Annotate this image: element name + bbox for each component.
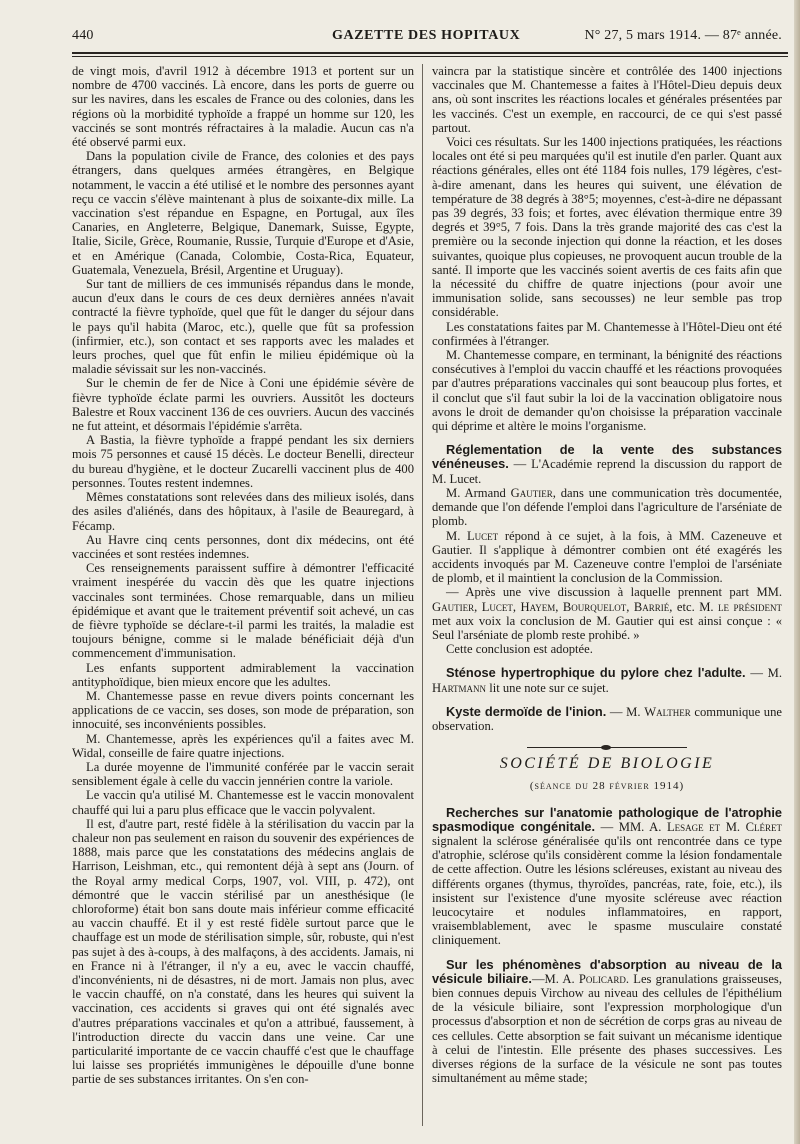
paragraph: vaincra par la statistique sincère et contrôlée des 1400 injections vaccinales que M. Chantemesse a faites à l'Hôtel-Dieu depuis deux ans, où sont inscrites les réactions locales et générales présentées par les vaccinés. C'est un exemple, en raccourci, de ce qui s'est passé partout. [432, 64, 782, 135]
journal-title: GAZETTE DES HOPITAUX [332, 28, 521, 43]
section-heading: Sténose hypertrophique du pylore chez l'adulte. [446, 665, 746, 681]
society-heading: SOCIÉTÉ DE BIOLOGIE [499, 755, 715, 773]
ornament-divider [527, 745, 687, 751]
paragraph: — Après une vive discussion à laquelle prennent part MM. Gautier, Lucet, Hayem, Bourquelot, Barrié, etc. M. le président met aux voix la conclusion de M. Gautier qui est ainsi conçue : « Seul l'arséniate de plomb reste prohibé. » [432, 585, 782, 642]
paragraph: M. Armand Gautier, dans une communication très documentée, demande que l'on défende l'emploi dans l'agriculture de l'arséniate de plomb. [432, 485, 782, 529]
paragraph: Mêmes constatations sont relevées dans des milieux isolés, dans des asiles d'aliénés, dans des hôpitaux, à l'asile de Beauregard, à Fécamp. [72, 490, 414, 533]
paragraph: Sur tant de milliers de ces immunisés répandus dans le monde, aucun d'eux dans le cours de ces deux dernières années n'avait contracté la fièvre typhoïde, quel que fût le danger du séjour dans le pays qu'il habita (Maroc, etc.), quelle que fût sa profession (infirmier, etc.), son contact et ses rapports avec les malades et leurs proches, quel que fût enfin le milieu épidémique où la maladie sévissait sur les non-vaccinés. [72, 277, 414, 377]
section-reglementation: Réglementation de la vente des substances vénéneuses. — L'Académie reprend la discussion du rapport de M. Lucet. [432, 442, 782, 486]
section-atrophie: Recherches sur l'anatomie pathologique de l'atrophie spasmodique congénitale. — MM. A. Lesage et M. Cléret signalent la sclérose généralisée qu'ils ont rencontrée dans ce type d'atrophie, sclérose qu'ils considèrent comme la lésion fondamentale de cette affection. Outre les lésions scléreuses, existant au niveau des différents organes (thymus, thyroïdes, pancréas, rate, foie, etc.), ils insistent sur l'existence d'une myosite scléreuse avec réaction leucocytaire et nodules inflammatoires, en rapport, vraisemblablement, avec le spasme musculaire constaté cliniquement. [432, 804, 782, 948]
section-vesicule: Sur les phénomènes d'absorption au niveau de la vésicule biliaire.—M. A. Policard. Les granulations graisseuses, bien connues depuis Virchow au niveau des cellules de l'épithélium de la vésicule biliaire, sont l'expression morphologique d'un processus d'absorption et non de sécrétion de corps gras au niveau de ces cellules. Cette absorption se fait suivant un mécanisme identique à celui de l'intestin. Elle présente des phases successives. Les diverses régions de la surface de la vésicule ne sont pas toutes simultanément au même stade; [432, 956, 782, 1086]
author-name: Lucet [466, 528, 499, 543]
paragraph: La durée moyenne de l'immunité conférée par le vaccin serait sensiblement égale à celle du vaccin jennérien contre la variole. [72, 759, 414, 789]
paragraph: M. Lucet répond à ce sujet, à la fois, à MM. Cazeneuve et Gautier. Il s'applique à démontrer combien ont été exagérés les accidents invoqués par M. Cazeneuve contre l'emploi de l'arséniate de plomb, et il maintient la conclusion de la Commission. [432, 528, 782, 586]
left-column [72, 64, 414, 1087]
paragraph: M. Chantemesse passe en revue divers points concernant les applications de ce vaccin, ses doses, son mode de préparation, son innocuité, ses inconvénients possibles. [72, 688, 414, 732]
column-divider [422, 64, 423, 1126]
issue-info: N° 27, 5 mars 1914. — 87ᵉ année. [584, 28, 782, 43]
paragraph: de vingt mois, d'avril 1912 à décembre 1913 et portent sur un nombre de 4700 vaccinés. Là encore, dans les ports de guerre ou sur les navires, dans les escales de France ou des colonies, dans les régions où la morbidité typhoïde a frappé un homme sur 120, les vaccinés se sont montrés réfractaires à la maladie. Aucun cas n'a été observé parmi eux. [72, 64, 414, 150]
author-names: Lesage et M. Cléret [666, 819, 782, 834]
paragraph: M. Chantemesse, après les expériences qu'il a faites avec M. Widal, conseille de faire quatre injections. [72, 731, 414, 760]
paragraph: Le vaccin qu'a utilisé M. Chantemesse est le vaccin monovalent chauffé qui lui a paru plus efficace que le vaccin polyvalent. [72, 788, 414, 817]
running-header [72, 28, 788, 50]
author-name: Walther [644, 704, 691, 719]
author-names: Gautier, Lucet, Hayem, Bourquelot, Barrié [432, 599, 670, 614]
header-rule-thin [72, 56, 788, 57]
section-stenose: Sténose hypertrophique du pylore chez l'adulte. — M. Hartmann lit une note sur ce sujet. [432, 665, 782, 695]
page-number: 440 [72, 28, 94, 43]
section-heading: Réglementation de la vente des substances vénéneuses. [432, 442, 782, 472]
paragraph: Ces renseignements paraissent suffire à démontrer l'efficacité vraiment inespérée du vaccin dès que les quatre injections vaccinales sont terminées. Chose remarquable, dans un milieu épidémique et avant que le traitement préventif soit achevé, un cas de fièvre typhoïde se déclare-t-il parmi les traités, la maladie est toujours bénigne, comme si le malade bénéficiait déjà d'un commencement d'immunisation. [72, 561, 414, 661]
paragraph: Dans la population civile de France, des colonies et des pays étrangers, dans quelques armées étrangères, en Belgique notamment, le vaccin a été utilisé et le nombre des personnes ayant reçu ce vaccin s'élève maintenant à plus de soixante-dix mille. La vaccination s'est répandue en Espagne, en Portugal, aux îles Canaries, en Angleterre, Belgique, Danemark, Suisse, Egypte, Italie, Sicile, Grèce, Roumanie, Russie, Turquie d'Europe et d'Asie, et en Amérique (Canada, Colombie, Costa-Rica, Equateur, Guatemala, Venezuela, Brésil, Argentine et Uruguay). [72, 149, 414, 277]
paragraph: A Bastia, la fièvre typhoïde a frappé pendant les six derniers mois 75 personnes et causé 15 décès. Le docteur Benelli, directeur du bureau d'hygiène, et le docteur Zucarelli vaccinent plus de 400 personnes. Toutes restent indemnes. [72, 433, 414, 490]
right-column [432, 64, 782, 1085]
paragraph: Il est, d'autre part, resté fidèle à la stérilisation du vaccin par la chaleur non pas seulement en raison du souvenir des expériences de 1888, mais parce que les constatations des médecins anglais de Harrison, Leishman, etc., qui remontent déjà à sept ans (Journ. of the Royal army medical Corps, 1907, vol. VIII, p. 472), ont démontré que le vaccin stérilisé par un anesthésique (le chloroforme) était bon sans doute mais inférieur comme efficacité au vaccin chauffé. Et il y est resté fidèle surtout parce que le chauffage est un mode de stérilisation simple, sûr, robuste, qui n'est pas sujet à des à-coups, à des malfaçons, à des accidents. Jamais, ni en France ni à l'étranger, il n'y a eu, avec le vaccin chauffé, d'inconvénients, ni de désastres, ni de mort. Jamais non plus, avec le vaccin chauffé, on n'a constaté, dans les heures qui suivent la vaccination, ces accidents si graves qui ont été signalés avec d'autres préparations vaccinales et qu'on a attribué, faussement, à l'introduction directe du vaccin dans une veine. Car une particularité importante de ce vaccin chauffé c'est que le chauffage lui laisse ses propriétés immunigènes le dépouille d'une bonne partie de ses substances irritantes. On s'en con- [72, 816, 415, 1087]
author-name: Policard [578, 971, 626, 986]
author-name: Hartmann [432, 680, 487, 695]
author-name: Gautier [510, 485, 553, 500]
section-heading: Sur les phénomènes d'absorption au niveau de la vésicule biliaire. [432, 956, 782, 986]
section-heading: Recherches sur l'anatomie pathologique de l'atrophie spasmodique congénitale. [432, 804, 782, 834]
page-edge [794, 0, 800, 1144]
header-rule [72, 52, 788, 54]
session-date: (séance du 28 février 1914) [529, 780, 685, 793]
paragraph: Les enfants supportent admirablement la vaccination antityphoïdique, bien mieux encore que les adultes. [72, 660, 414, 689]
paragraph: M. Chantemesse compare, en terminant, la bénignité des réactions consécutives à l'emploi du vaccin chauffé et les réactions provoquées par d'autres préparations vaccinales qui sont beaucoup plus fortes, et il conclut que s'il faut subir la loi de la vaccination obligatoire nous avons le droit de demander qu'on choisisse la préparation vaccinale qui déprime et altère le moins l'organisme. [432, 348, 782, 434]
section-kyste: Kyste dermoïde de l'inion. — M. Walther communique une observation. [432, 703, 782, 733]
paragraph: Sur le chemin de fer de Nice à Coni une épidémie sévère de fièvre typhoïde éclate parmi les ouvriers. Aussitôt les docteurs Balestre et Roux vaccinent 136 de ces ouvriers. Aucun des vaccinés ne fut atteint, et désormais l'épidémie s'arrêta. [72, 376, 414, 434]
paragraph: Voici ces résultats. Sur les 1400 injections pratiquées, les réactions locales ont été si peu marquées qu'il est inutile d'en parler. Quant aux réactions générales, elles ont été 1184 fois nulles, 179 légères, c'est-à-dire amenant, dans les heures qui suivent, une élévation de température de 38 degrés à 38°5; moyennes, c'est-à-dire ne dépassant pas 39 degrés, 33 fois; et fortes, avec élévation thermique entre 39 degrés et 39°5, 7 fois. Dans la très grande majorité des cas c'est la première ou la seconde injection qui donne la réaction, et les doses suivantes, quoique plus copieuses, ne provoquent aucun trouble de la santé. Il importe que les vaccinés soient avertis de ces faits afin que la nécessité du chiffre de quatre injections (pour avoir une immunisation solide, sans secousses) ne leur semble pas trop considérable. [432, 135, 782, 320]
paragraph: Cette conclusion est adoptée. [446, 642, 593, 657]
paragraph: Au Havre cinq cents personnes, dont dix médecins, ont été vaccinées et sont restées indemnes. [72, 532, 414, 561]
paragraph: Les constatations faites par M. Chantemesse à l'Hôtel-Dieu ont été confirmées à l'étranger. [432, 319, 782, 348]
section-heading: Kyste dermoïde de l'inion. [446, 703, 607, 719]
